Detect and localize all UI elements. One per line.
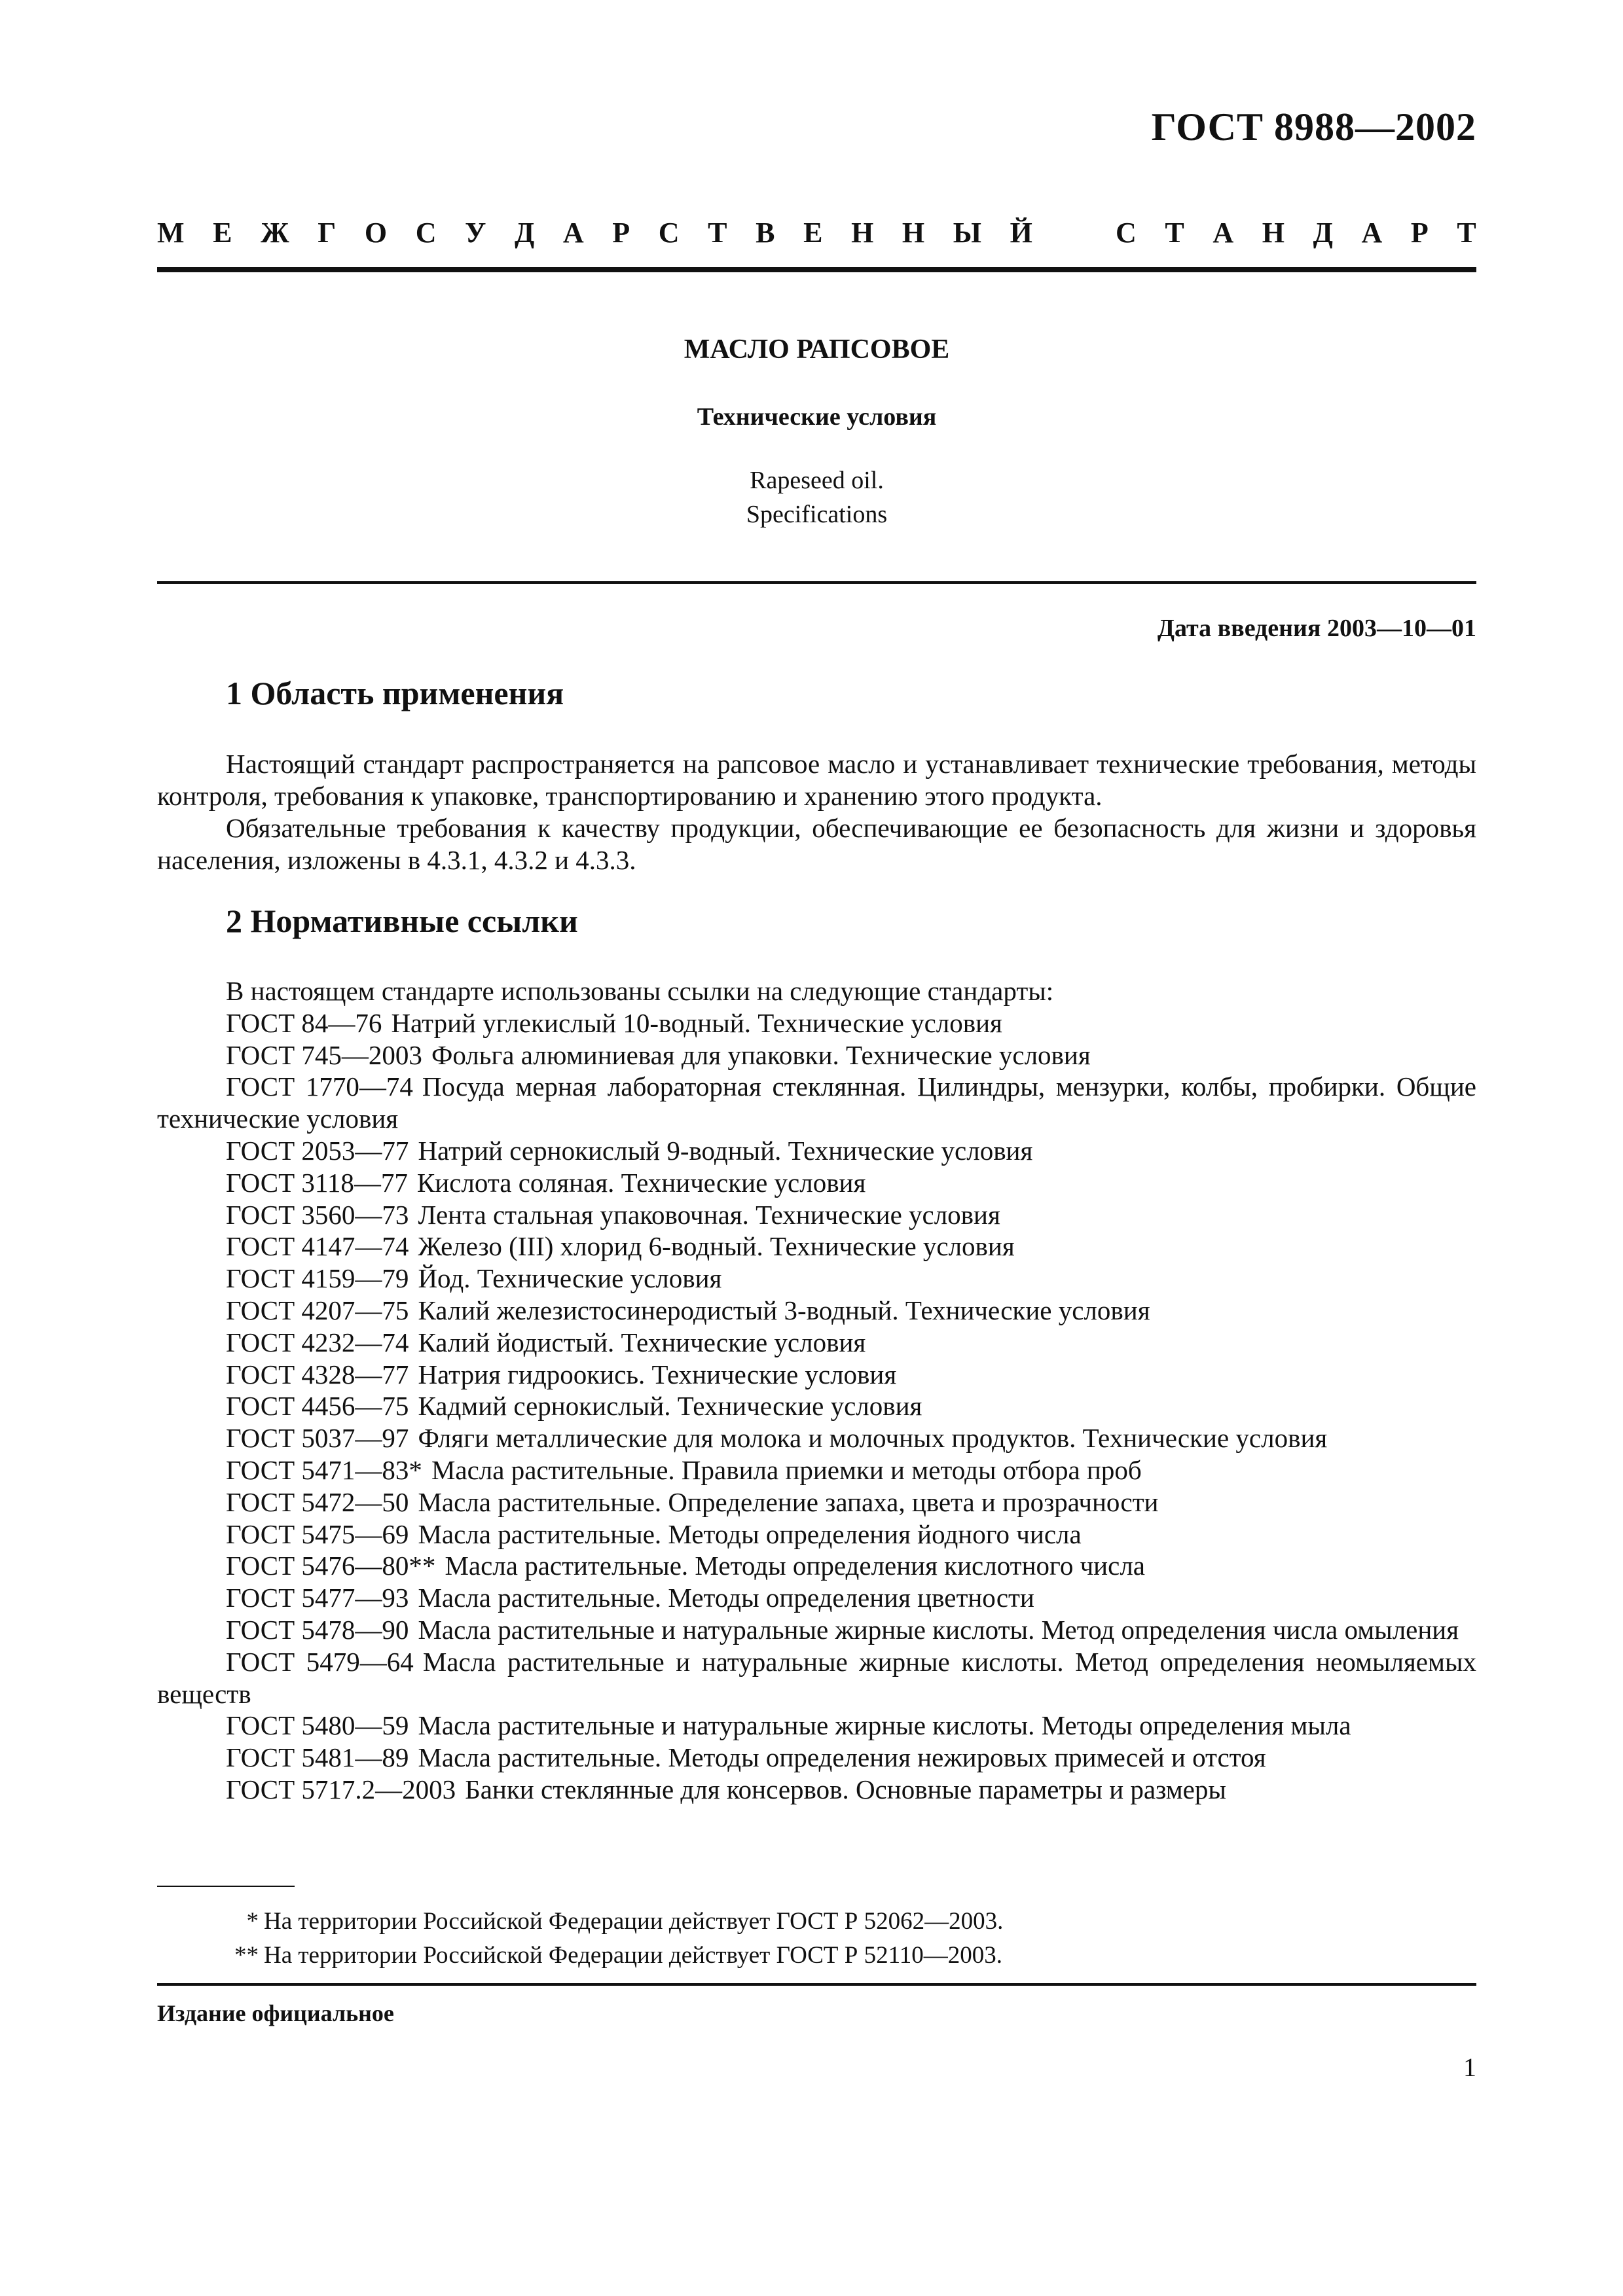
reference-item [157, 1295, 1476, 1327]
reference-code: ГОСТ 5481—89 [226, 1742, 409, 1773]
banner-letter: Г [318, 217, 337, 249]
reference-item [157, 1422, 1476, 1454]
banner-letter: Т [1457, 217, 1476, 249]
banner-letter: О [364, 217, 388, 249]
reference-title: Лента стальная упаковочная. Технические условия [418, 1199, 1000, 1230]
banner-letter: А [1213, 217, 1234, 249]
reference-code: ГОСТ 5471—83* [226, 1454, 422, 1485]
reference-code: ГОСТ 4159—79 [226, 1263, 409, 1294]
banner-letter: Р [612, 217, 630, 249]
reference-code: ГОСТ 3118—77 [226, 1167, 408, 1198]
reference-code: ГОСТ 4147—74 [226, 1231, 409, 1262]
reference-title: Масла растительные. Определение запаха, цвета и прозрачности [418, 1486, 1159, 1517]
reference-title: Масла растительные. Методы определения цветности [418, 1583, 1034, 1613]
reference-item [157, 1550, 1476, 1582]
reference-code: ГОСТ 1770—74 [226, 1071, 413, 1102]
banner-letter: Т [708, 217, 727, 249]
reference-title: Железо (III) хлорид 6-водный. Технические условия [418, 1231, 1015, 1262]
reference-title: Кадмий сернокислый. Технические условия [418, 1391, 922, 1422]
banner-letter: Р [1410, 217, 1429, 249]
english-title-line: Rapeseed oil. [750, 467, 884, 494]
reference-item [157, 1230, 1476, 1263]
reference-code: ГОСТ 5479—64 [226, 1646, 414, 1677]
reference-code: ГОСТ 5477—93 [226, 1583, 409, 1613]
footnote-separator [157, 1886, 295, 1887]
banner-letter: Е [803, 217, 823, 249]
banner-letter: Е [213, 217, 232, 249]
reference-item [157, 1007, 1476, 1039]
section-heading-scope: 1 Область применения [226, 675, 564, 711]
reference-code: ГОСТ 5480—59 [226, 1710, 409, 1741]
reference-title: Масла растительные. Методы определения кислотного числа [445, 1551, 1145, 1581]
banner-letter: Т [1165, 217, 1184, 249]
reference-item [157, 1582, 1476, 1614]
reference-title: Фольга алюминиевая для упаковки. Технические условия [431, 1039, 1091, 1070]
document-subtitle: Технические условия [697, 403, 937, 431]
english-title [157, 463, 1476, 531]
reference-item [157, 1167, 1476, 1199]
reference-title: Банки стеклянные для консервов. Основные параметры и размеры [465, 1774, 1226, 1804]
banner-divider [157, 267, 1476, 272]
footer-divider [157, 1983, 1476, 1986]
banner-letter: Ы [953, 217, 981, 249]
reference-title: Натрия гидроокись. Технические условия [418, 1359, 897, 1390]
reference-item [157, 1263, 1476, 1295]
reference-code: ГОСТ 745—2003 [226, 1039, 422, 1070]
banner-letter: У [465, 217, 486, 249]
reference-code: ГОСТ 3560—73 [226, 1199, 409, 1230]
reference-title: Фляги металлические для молока и молочных продуктов. Технические условия [418, 1423, 1328, 1454]
section-heading-references: 2 Нормативные ссылки [226, 903, 578, 939]
reference-item [157, 1486, 1476, 1518]
reference-title: Калий железистосинеродистый 3-водный. Технические условия [418, 1295, 1150, 1325]
banner-letter: А [562, 217, 584, 249]
reference-code: ГОСТ 4232—74 [226, 1327, 409, 1357]
references-intro: В настоящем стандарте использованы ссылки на следующие стандарты: [226, 976, 1054, 1006]
banner-letter: Ж [261, 217, 289, 249]
reference-title: Масла растительные. Методы определения нежировых примесей и отстоя [418, 1742, 1266, 1773]
reference-title: Калий йодистый. Технические условия [418, 1327, 866, 1357]
reference-item [157, 1646, 1476, 1710]
reference-code: ГОСТ 4328—77 [226, 1359, 409, 1390]
banner-letter: М [157, 217, 185, 249]
reference-code: ГОСТ 5476—80** [226, 1551, 436, 1581]
english-title-line: Specifications [746, 501, 888, 528]
footnote-text: На территории Российской Федерации действует ГОСТ Р 52110—2003. [264, 1942, 1002, 1969]
reference-item [157, 1359, 1476, 1391]
reference-code: ГОСТ 5717.2—2003 [226, 1774, 456, 1804]
banner-letter: Й [1010, 217, 1032, 249]
banner-spacer [1061, 216, 1087, 249]
reference-code: ГОСТ 5475—69 [226, 1518, 409, 1549]
reference-code: ГОСТ 5037—97 [226, 1423, 409, 1454]
document-code: ГОСТ 8988—2002 [1151, 105, 1476, 149]
banner-letter: С [658, 217, 680, 249]
reference-code: ГОСТ 5472—50 [226, 1486, 409, 1517]
reference-title: Натрий сернокислый 9-водный. Технические условия [418, 1135, 1033, 1166]
reference-item [157, 1135, 1476, 1167]
page-number: 1 [1463, 2053, 1476, 2082]
interstate-standard-banner [157, 216, 1476, 249]
reference-code: ГОСТ 4456—75 [226, 1391, 409, 1422]
footnote-mark: ** [234, 1942, 259, 1969]
banner-letter: В [756, 217, 775, 249]
footnote [157, 1905, 1476, 1939]
reference-item [157, 1327, 1476, 1359]
reference-code: ГОСТ 84—76 [226, 1007, 382, 1038]
reference-title: Посуда мерная лабораторная стеклянная. Цилиндры, мензурки, колбы, пробирки. Общие технические условия [157, 1071, 1476, 1134]
reference-title: Йод. Технические условия [418, 1263, 722, 1294]
banner-letter: Д [1313, 217, 1333, 249]
banner-letter: Н [902, 217, 925, 249]
reference-item [157, 1614, 1476, 1646]
reference-code: ГОСТ 4207—75 [226, 1295, 409, 1325]
reference-item [157, 1710, 1476, 1742]
banner-letter: Д [514, 217, 535, 249]
document-title: МАСЛО РАПСОВОЕ [684, 334, 950, 365]
footnote-text: На территории Российской Федерации действует ГОСТ Р 52062—2003. [264, 1908, 1004, 1935]
reference-title: Натрий углекислый 10-водный. Технические условия [391, 1007, 1002, 1038]
reference-title: Масла растительные. Методы определения йодного числа [418, 1518, 1082, 1549]
reference-item [157, 1774, 1476, 1806]
reference-code: ГОСТ 5478—90 [226, 1614, 409, 1645]
footnote [157, 1939, 1476, 1973]
reference-title: Масла растительные и натуральные жирные кислоты. Метод определения неомыляемых веществ [157, 1646, 1476, 1709]
reference-item [157, 1390, 1476, 1422]
footnote-mark: * [246, 1908, 259, 1935]
reference-title: Масла растительные и натуральные жирные кислоты. Метод определения числа омыления [418, 1614, 1459, 1645]
official-edition-label: Издание официальное [157, 2000, 394, 2026]
banner-letter: Н [1262, 217, 1285, 249]
reference-code: ГОСТ 2053—77 [226, 1135, 409, 1166]
paragraph: Обязательные требования к качеству продукции, обеспечивающие ее безопасность для жизни и здоровья населения, изложены в 4.3.1, 4.3.2 и 4.3.3. [157, 813, 1476, 875]
reference-item [157, 1071, 1476, 1135]
reference-title: Масла растительные и натуральные жирные кислоты. Методы определения мыла [418, 1710, 1351, 1741]
introduction-date: Дата введения 2003—10—01 [1157, 615, 1476, 642]
reference-item [157, 1199, 1476, 1231]
section-scope-body [157, 748, 1476, 876]
footnotes [157, 1905, 1476, 1973]
reference-item [157, 1454, 1476, 1486]
reference-item [157, 1039, 1476, 1071]
normative-references-list [157, 975, 1476, 1806]
banner-letter: А [1361, 217, 1383, 249]
paragraph: Настоящий стандарт распространяется на рапсовое масло и устанавливает технические требования, методы контроля, требования к упаковке, транспортированию и хранению этого продукта. [157, 749, 1476, 811]
title-divider [157, 581, 1476, 584]
banner-letter: С [1116, 217, 1137, 249]
reference-title: Кислота соляная. Технические условия [416, 1167, 866, 1198]
reference-title: Масла растительные. Правила приемки и методы отбора проб [431, 1454, 1142, 1485]
reference-item [157, 1518, 1476, 1551]
reference-item [157, 1742, 1476, 1774]
banner-letter: Н [851, 217, 874, 249]
banner-letter: С [415, 217, 437, 249]
